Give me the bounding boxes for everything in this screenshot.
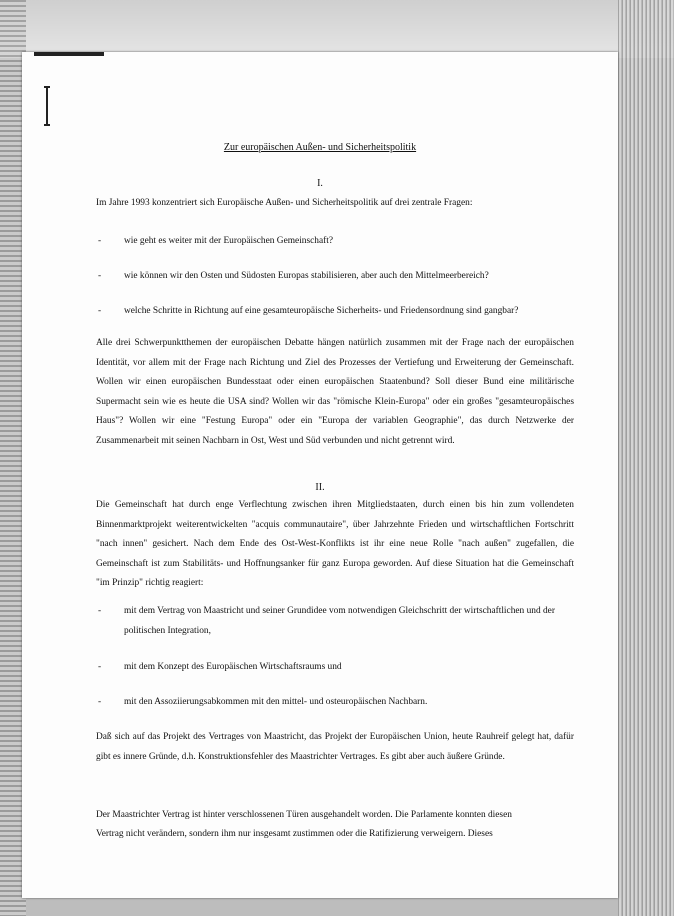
bullet-dash: - xyxy=(98,697,102,707)
section2-paragraph-2: Daß sich auf das Projekt des Vertrages von Maastricht, das Projekt der Europäischen Union, heute Rauhreif gelegt hat, dafür gibt es innere Gründe, d.h. Konstruktionsfehler des Maastrichter Vertrages. Es gibt aber auch äußere Gründe. xyxy=(96,732,574,762)
bullet-text: mit dem Konzept des Europäischen Wirtschaftsraums und xyxy=(124,662,342,672)
section1-paragraph: Alle drei Schwerpunktthemen der europäischen Debatte hängen natürlich zusammen mit der Frage nach der europäischen Identität, vor allem mit der Frage nach Richtung und Ziel des Prozesses der Vertiefung und Erweiterung der Gemeinschaft. Wollen wir einen europäischen Bundesstaat oder einen europäischen Staatenbund? Soll dieser Bund eine militärische Supermacht sein wie es heute die USA sind? Wollen wir das "römische Klein-Europa" oder ein großes "gesamteuropäisches Haus"? Wollen wir eine "Festung Europa" oder ein "Europa der variablen Geographie", das durch Netzwerke der Zusammenarbeit mit seinen Nachbarn in Ost, West und Süd verbunden und nicht getrennt wird. xyxy=(96,338,574,446)
bullet-dash: - xyxy=(98,606,102,616)
bullet-text: mit den Assoziierungsabkommen mit den mittel- und osteuropäischen Nachbarn. xyxy=(124,697,428,707)
bullet-text: welche Schritte in Richtung auf eine gesamteuropäische Sicherheits- und Friedensordnung sind gangbar? xyxy=(124,306,519,316)
section2-paragraph-3-line-2: Vertrag nicht verändern, sondern ihm nur insgesamt zustimmen oder die Ratifizierung verweigern. Dieses xyxy=(96,829,493,839)
section-number-1: I. xyxy=(317,178,323,189)
binder-mark xyxy=(46,86,48,126)
bullet-dash: - xyxy=(98,236,102,246)
page-top-mark xyxy=(34,52,104,56)
scan-background-top xyxy=(0,0,674,58)
bullet-text: wie können wir den Osten und Südosten Europas stabilisieren, aber auch den Mittelmeerbereich? xyxy=(124,271,489,281)
bullet-text: wie geht es weiter mit der Europäischen Gemeinschaft? xyxy=(124,236,334,246)
bullet-dash: - xyxy=(98,271,102,281)
section2-paragraph: Die Gemeinschaft hat durch enge Verflechtung zwischen ihren Mitgliedstaaten, durch einen bis hin zum vollendeten Binnenmarktprojekt weiterentwickelten "acquis communautaire", über Jahrzehnte Frieden und wirtschaftlichen Fortschritt "nach innen" gesichert. Nach dem Ende des Ost-West-Konflikts ist ihr eine neue Rolle "nach außen" zugefallen, die Gemeinschaft ist zum Stabilitäts- und Hoffnungsanker für ganz Europa geworden. Auf diese Situation hat die Gemeinschaft "im Prinzip" richtig reagiert: xyxy=(96,500,574,589)
bullet-dash: - xyxy=(98,662,102,672)
section-number-2: II. xyxy=(315,482,325,493)
bullet-text: mit dem Vertrag von Maastricht und seiner Grundidee vom notwendigen Gleichschritt der wirtschaftlichen und der politischen Integration, xyxy=(124,606,555,636)
document-page xyxy=(22,52,618,898)
section1-intro: Im Jahre 1993 konzentriert sich Europäische Außen- und Sicherheitspolitik auf drei zentrale Fragen: xyxy=(96,198,473,208)
document-title: Zur europäischen Außen- und Sicherheitspolitik xyxy=(223,142,417,153)
bullet-dash: - xyxy=(98,306,102,316)
section2-paragraph-3-line-1: Der Maastrichter Vertrag ist hinter verschlossenen Türen ausgehandelt worden. Die Parlamente konnten diesen xyxy=(96,810,512,820)
scan-background-right xyxy=(618,0,674,916)
